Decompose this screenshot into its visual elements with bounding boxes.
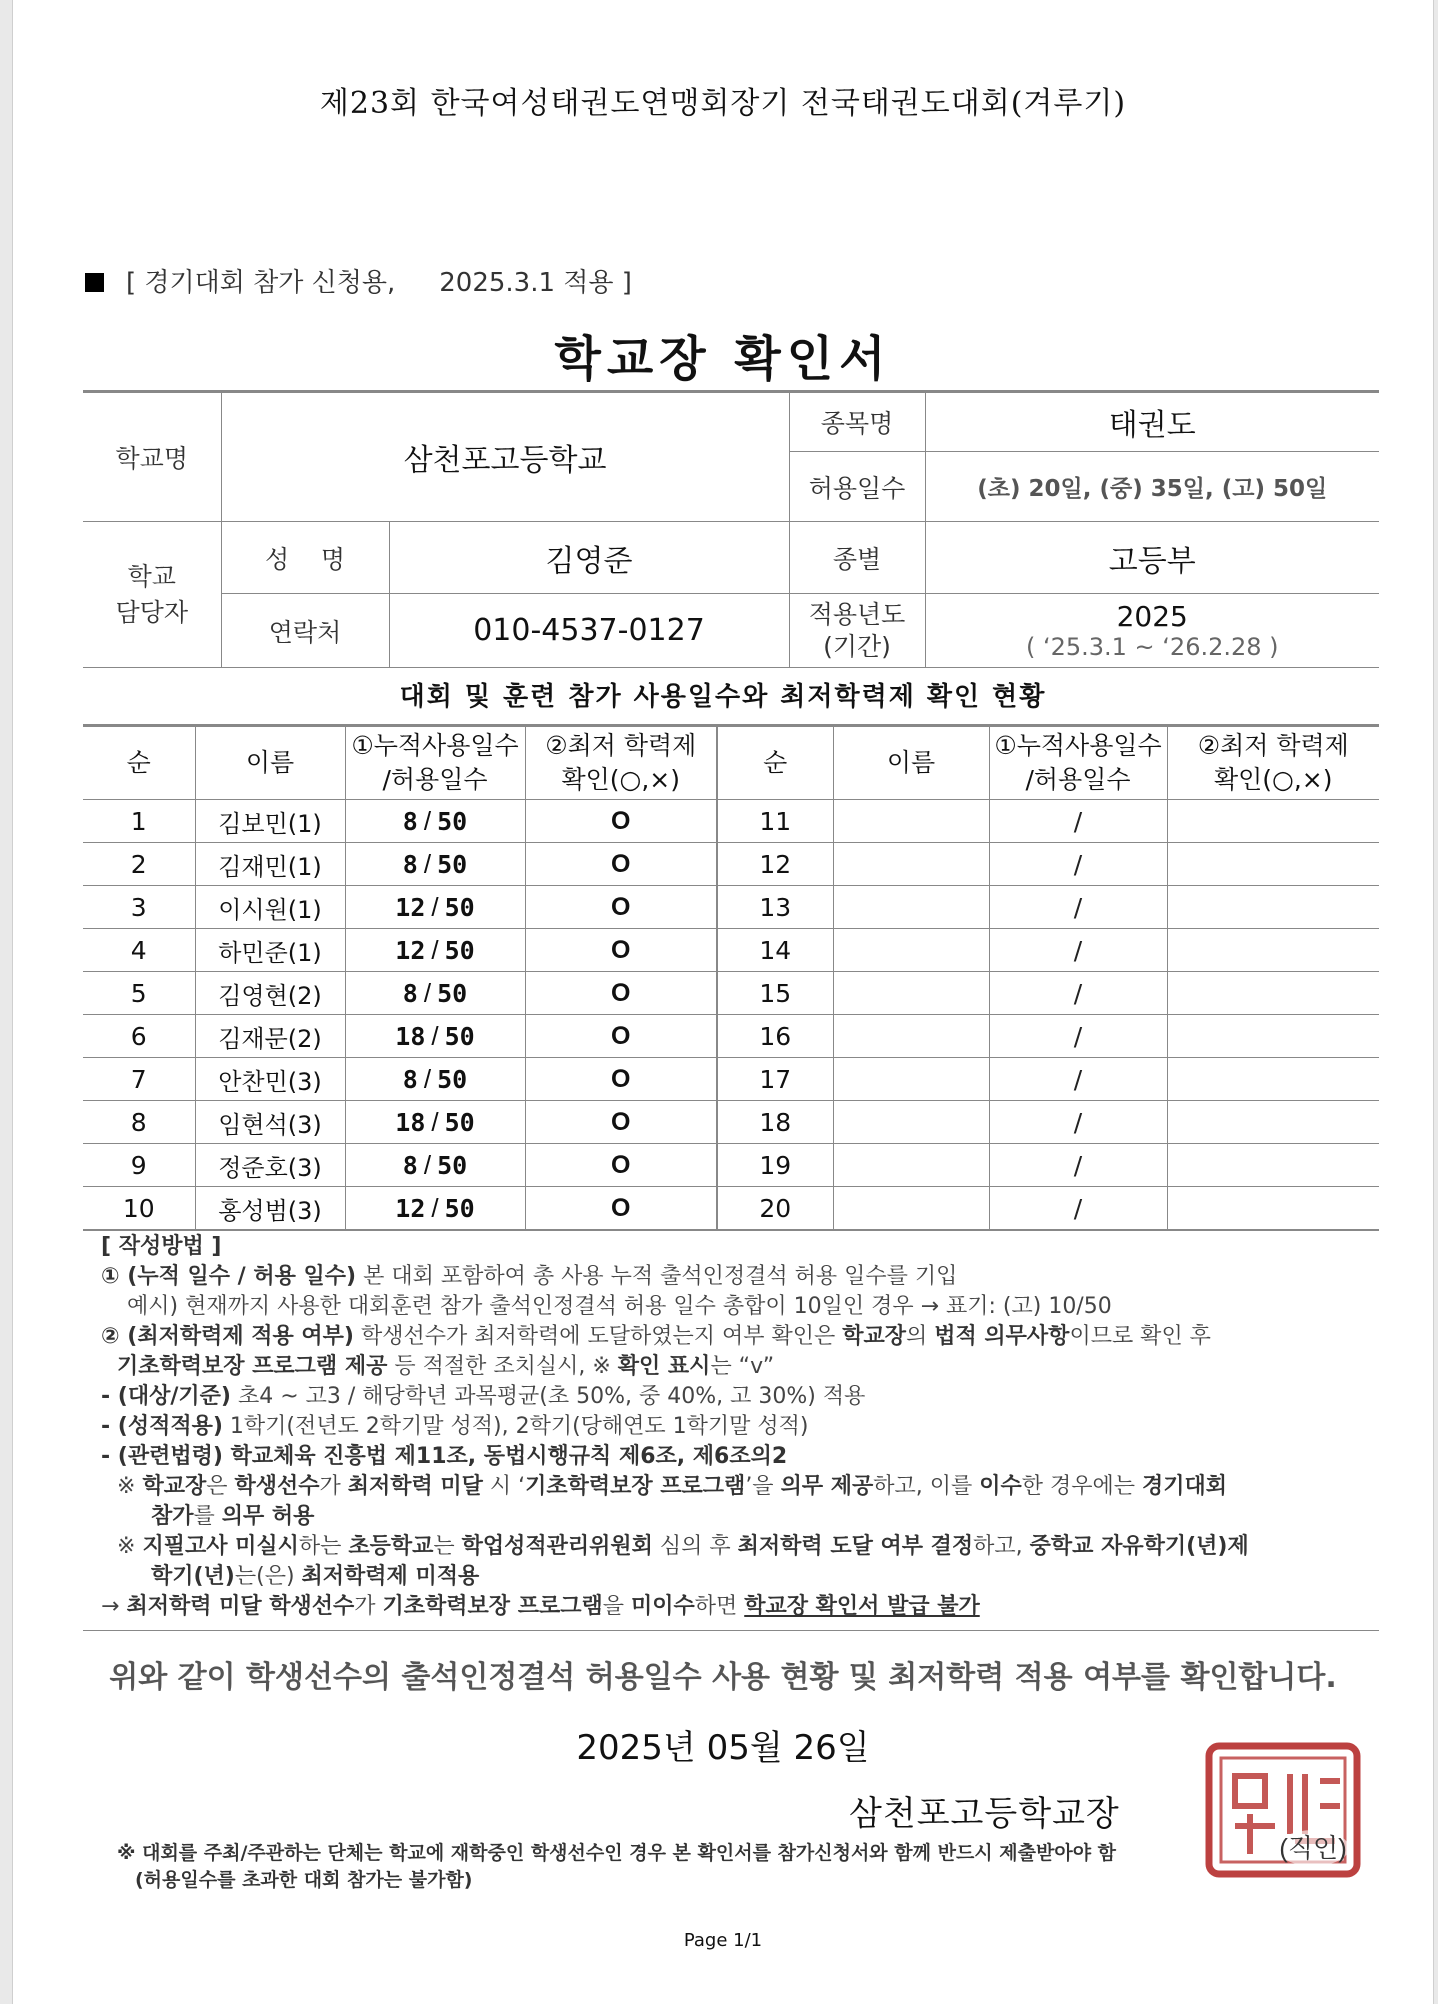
used-days: 18 (395, 1021, 426, 1051)
row-student-name: 이시원(1) (195, 886, 345, 929)
row-no: 2 (83, 843, 195, 886)
row-no-2: 15 (717, 972, 833, 1015)
row-check: O (525, 929, 717, 972)
attendance-row (83, 1015, 1379, 1058)
header-days-2: ①누적사용일수 /허용일수 (989, 726, 1167, 800)
year-label: 적용년도 (기간) (789, 594, 925, 668)
allow-days-value: (초) 20일, (중) 35일, (고) 50일 (925, 452, 1379, 522)
row-no: 6 (83, 1015, 195, 1058)
row-days-2: / (989, 843, 1167, 886)
row-days (345, 1101, 525, 1144)
method-line-8: ※ 학교장은 학생선수가 최저학력 미달 시 ‘기초학력보장 프로그램’을 의무 제공하고, 이를 이수한 경우에는 경기대회 (117, 1474, 1228, 1499)
row-student-name-2 (833, 1015, 989, 1058)
row-student-name-2 (833, 1187, 989, 1231)
row-student-name-2 (833, 1058, 989, 1101)
row-no-2: 11 (717, 800, 833, 843)
notice-line-1: ※ 대회를 주최/주관하는 단체는 학교에 재학중인 학생선수인 경우 본 확인서를 참가신청서와 함께 반드시 제출받아야 함 (117, 1842, 1117, 1864)
slash-divider: / (431, 1020, 439, 1051)
used-days: 12 (395, 1193, 426, 1223)
row-days (345, 1187, 525, 1231)
row-no-2: 13 (717, 886, 833, 929)
square-bullet-icon (85, 273, 104, 292)
row-check: O (525, 843, 717, 886)
year-value: 2025 (1116, 600, 1188, 633)
allowed-days: 50 (444, 1193, 475, 1223)
seal-label: (직인) (1279, 1833, 1347, 1863)
method-line-9: 참가를 의무 허용 (151, 1504, 315, 1529)
row-student-name: 김재민(1) (195, 843, 345, 886)
method-line-7: - (관련법령) 학교체육 진흥법 제11조, 동법시행규칙 제6조, 제6조의2 (101, 1444, 788, 1469)
slash-divider: / (431, 1192, 439, 1223)
row-no-2: 12 (717, 843, 833, 886)
used-days: 18 (395, 1107, 426, 1137)
row-check: O (525, 1015, 717, 1058)
attendance-row (83, 886, 1379, 929)
slash-divider: / (431, 891, 439, 922)
row-student-name: 김재문(2) (195, 1015, 345, 1058)
used-days: 8 (402, 978, 418, 1008)
division-label: 종별 (789, 522, 925, 594)
row-days-2: / (989, 1015, 1167, 1058)
attendance-row (83, 972, 1379, 1015)
used-days: 8 (402, 1150, 418, 1180)
used-days: 8 (402, 806, 418, 836)
page-number: Page 1/1 (683, 1930, 763, 1951)
row-student-name: 김보민(1) (195, 800, 345, 843)
row-check-2 (1167, 1144, 1379, 1187)
attendance-row (83, 929, 1379, 972)
allowed-days: 50 (437, 978, 468, 1008)
row-no: 8 (83, 1101, 195, 1144)
method-line-3: ② (최저학력제 적용 여부) 학생선수가 최저학력에 도달하였는지 여부 확인은 학교장의 법적 의무사항이므로 확인 후 (101, 1324, 1211, 1349)
event-title: 제23회 한국여성태권도연맹회장기 전국태권도대회(겨루기) (319, 86, 1127, 121)
contact-label: 연락처 (221, 594, 389, 668)
row-check-2 (1167, 972, 1379, 1015)
method-line-1: ① (누적 일수 / 허용 일수) 본 대회 포함하여 총 사용 누적 출석인정결석 허용 일수를 기입 (101, 1264, 958, 1289)
method-title: [ 작성방법 ] (101, 1234, 222, 1259)
attendance-row (83, 843, 1379, 886)
row-check: O (525, 1101, 717, 1144)
row-check-2 (1167, 886, 1379, 929)
row-days (345, 972, 525, 1015)
row-days-2: / (989, 1144, 1167, 1187)
used-days: 12 (395, 935, 426, 965)
allowed-days: 50 (444, 1021, 475, 1051)
confirmation-statement: 위와 같이 학생선수의 출석인정결석 허용일수 사용 현황 및 최저학력 적용 여부를 확인합니다. (109, 1660, 1337, 1695)
row-student-name: 하민준(1) (195, 929, 345, 972)
manager-label: 학교 담당자 (83, 522, 221, 668)
header-check: ②최저 학력제 확인(○,×) (525, 726, 717, 800)
row-check-2 (1167, 1187, 1379, 1231)
row-no: 10 (83, 1187, 195, 1231)
allowed-days: 50 (444, 1107, 475, 1137)
row-no: 1 (83, 800, 195, 843)
apply-line (85, 262, 632, 299)
allowed-days: 50 (444, 935, 475, 965)
header-name: 이름 (195, 726, 345, 800)
header-days: ①누적사용일수 /허용일수 (345, 726, 525, 800)
row-no-2: 20 (717, 1187, 833, 1231)
row-no: 7 (83, 1058, 195, 1101)
sport-label: 종목명 (789, 392, 925, 452)
method-line-11: 학기(년)는(은) 최저학력제 미적용 (151, 1564, 480, 1589)
name-value: 김영준 (389, 522, 789, 594)
sport-value: 태권도 (925, 392, 1379, 452)
used-days: 12 (395, 892, 426, 922)
writing-method (101, 1232, 1391, 1622)
attendance-section-title: 대회 및 훈련 참가 사용일수와 최저학력제 확인 현황 (399, 682, 1047, 712)
attendance-row (83, 1144, 1379, 1187)
slash-divider: / (423, 1149, 432, 1180)
row-check-2 (1167, 843, 1379, 886)
row-days-2: / (989, 1101, 1167, 1144)
row-student-name: 김영현(2) (195, 972, 345, 1015)
allowed-days: 50 (437, 849, 468, 879)
row-days-2: / (989, 886, 1167, 929)
method-line-4: 기초학력보장 프로그램 제공 등 적절한 조치실시, ※ 확인 표시는 “v” (117, 1354, 775, 1379)
method-line-2: 예시) 현재까지 사용한 대회훈련 참가 출석인정결석 허용 일수 총합이 10일인 경우 → 표기: (고) 10/50 (127, 1294, 1112, 1319)
used-days: 8 (402, 1064, 418, 1094)
attendance-row (83, 1058, 1379, 1101)
row-student-name-2 (833, 843, 989, 886)
row-student-name-2 (833, 1144, 989, 1187)
row-check-2 (1167, 1101, 1379, 1144)
row-check: O (525, 1058, 717, 1101)
row-no-2: 18 (717, 1101, 833, 1144)
row-check: O (525, 972, 717, 1015)
school-info-table (83, 390, 1379, 668)
slash-divider: / (423, 1063, 432, 1094)
row-days-2: / (989, 800, 1167, 843)
row-check-2 (1167, 1015, 1379, 1058)
row-student-name-2 (833, 929, 989, 972)
slash-divider: / (431, 1106, 439, 1137)
row-days-2: / (989, 972, 1167, 1015)
name-label: 성 명 (221, 522, 389, 594)
row-no-2: 16 (717, 1015, 833, 1058)
row-student-name: 임현석(3) (195, 1101, 345, 1144)
slash-divider: / (431, 934, 439, 965)
header-no-2: 순 (717, 726, 833, 800)
divider (83, 1630, 1379, 1631)
year-cell (925, 594, 1379, 668)
row-days (345, 929, 525, 972)
attendance-body (83, 726, 1379, 1231)
attendance-table (83, 724, 1379, 1231)
allowed-days: 50 (437, 1064, 468, 1094)
row-student-name: 정준호(3) (195, 1144, 345, 1187)
school-name-label: 학교명 (83, 392, 221, 522)
header-no: 순 (83, 726, 195, 800)
row-no-2: 17 (717, 1058, 833, 1101)
method-line-10: ※ 지필고사 미실시하는 초등학교는 학업성적관리위원회 심의 후 최저학력 도달 여부 결정하고, 중학교 자유학기(년)제 (117, 1534, 1249, 1559)
division-value: 고등부 (925, 522, 1379, 594)
school-name-value: 삼천포고등학교 (221, 392, 789, 522)
row-student-name-2 (833, 1101, 989, 1144)
allowed-days: 50 (444, 892, 475, 922)
row-days (345, 800, 525, 843)
row-check: O (525, 1144, 717, 1187)
method-line-12: → 최저학력 미달 학생선수가 기초학력보장 프로그램을 미이수하면 학교장 확인서 발급 불가 (101, 1594, 980, 1619)
row-days (345, 1015, 525, 1058)
row-days (345, 843, 525, 886)
contact-value: 010-4537-0127 (389, 594, 789, 668)
principal-title: 삼천포고등학교장 (849, 1794, 1120, 1834)
year-period: ( ‘25.3.1 ~ ‘26.2.28 ) (1025, 633, 1279, 661)
row-no: 5 (83, 972, 195, 1015)
document-page (12, 0, 1434, 2004)
method-line-6: - (성적적용) 1학기(전년도 2학기말 성적), 2학기(당해연도 1학기말 성적) (101, 1414, 809, 1439)
row-check-2 (1167, 1058, 1379, 1101)
header-check-2: ②최저 학력제 확인(○,×) (1167, 726, 1379, 800)
row-days-2: / (989, 1187, 1167, 1231)
slash-divider: / (423, 848, 432, 879)
used-days: 8 (402, 849, 418, 879)
method-line-5: - (대상/기준) 초4 ~ 고3 / 해당학년 과목평균(초 50%, 중 40%, 고 30%) 적용 (101, 1384, 866, 1409)
row-days (345, 886, 525, 929)
row-student-name-2 (833, 800, 989, 843)
allow-days-label: 허용일수 (789, 452, 925, 522)
slash-divider: / (423, 805, 432, 836)
notice (117, 1840, 1347, 1894)
row-no: 3 (83, 886, 195, 929)
allowed-days: 50 (437, 1150, 468, 1180)
row-check-2 (1167, 800, 1379, 843)
row-days (345, 1058, 525, 1101)
row-check: O (525, 1187, 717, 1231)
attendance-row (83, 800, 1379, 843)
attendance-row (83, 1101, 1379, 1144)
slash-divider: / (423, 977, 432, 1008)
apply-prefix: [ 경기대회 참가 신청용, (126, 268, 396, 298)
row-days-2: / (989, 1058, 1167, 1101)
apply-date: 2025.3.1 적용 ] (439, 268, 632, 298)
allowed-days: 50 (437, 806, 468, 836)
row-student-name-2 (833, 972, 989, 1015)
row-check-2 (1167, 929, 1379, 972)
row-days (345, 1144, 525, 1187)
row-no: 9 (83, 1144, 195, 1187)
row-check: O (525, 800, 717, 843)
row-no-2: 19 (717, 1144, 833, 1187)
document-title: 학교장 확인서 (554, 331, 892, 387)
row-student-name-2 (833, 886, 989, 929)
header-name-2: 이름 (833, 726, 989, 800)
row-student-name: 안찬민(3) (195, 1058, 345, 1101)
notice-line-2: (허용일수를 초과한 대회 참가는 불가함) (135, 1869, 473, 1891)
row-days-2: / (989, 929, 1167, 972)
row-no: 4 (83, 929, 195, 972)
attendance-row (83, 1187, 1379, 1231)
signature-date: 2025년 05월 26일 (576, 1728, 870, 1768)
row-no-2: 14 (717, 929, 833, 972)
row-check: O (525, 886, 717, 929)
row-student-name: 홍성범(3) (195, 1187, 345, 1231)
